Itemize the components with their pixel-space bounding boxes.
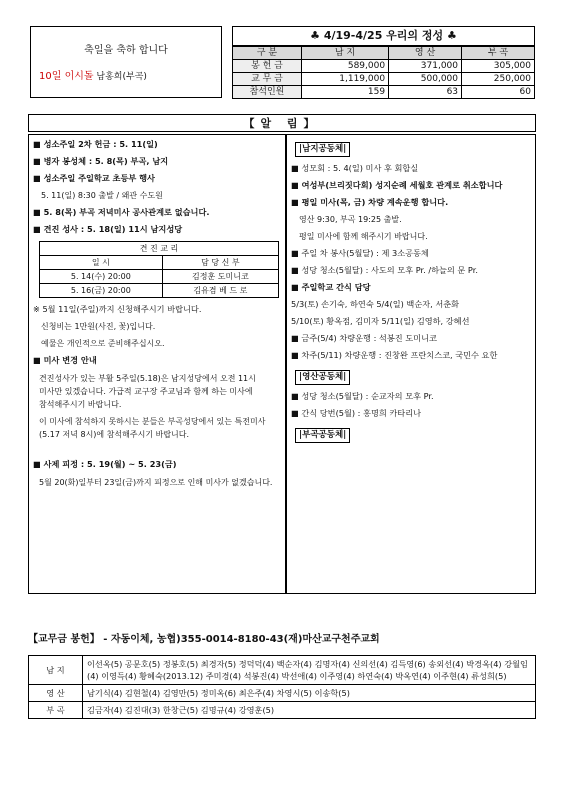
- notice-item: ■ 금주(5/4) 차량운행 : 석봉진 도미니코: [291, 333, 437, 343]
- donors-table: [28, 655, 536, 719]
- birthday-day: 10일 이시돌: [39, 71, 94, 82]
- table-row: [29, 685, 536, 702]
- notice-item: ■ 견진 성사 : 5. 18(일) 11시 남지성당: [33, 224, 183, 234]
- birthday-person: [39, 67, 147, 82]
- notice-item: ■ 병자 봉성체 : 5. 8(목) 부곡, 남지: [33, 156, 169, 166]
- offering-title: ♣ 4/19-4/25 우리의 정성 ♣: [232, 26, 535, 46]
- notice-item: ■ 성소주일 2차 헌금 : 5. 11(일): [33, 139, 158, 149]
- offering-label: 봉 헌 금: [233, 60, 302, 73]
- notice-item: ■ 주일 차 봉사(5월달) : 제 3소공동체: [291, 248, 429, 258]
- notice-item: ■ 간식 당번(5월) : 홍명희 카타리나: [291, 408, 422, 418]
- donor-place: 부 곡: [29, 702, 83, 719]
- offering-table: [232, 46, 535, 99]
- bank-transfer-info: 【교무금 봉헌】 - 자동이체, 농협)355-0014-8180-43(재)마산교구천주교회: [28, 634, 380, 645]
- notice-paragraph: 이 미사에 참석하지 못하시는 분들은 부곡성당에서 있는 특전미사 (5.17 저녁 8시)에 참석해주시기 바랍니다.: [39, 417, 266, 439]
- notice-item: ■ 사제 피정 : 5. 19(월) ~ 5. 23(금): [33, 459, 177, 469]
- offering-cell: 371,000: [389, 60, 462, 73]
- notice-item: ■ 차주(5/11) 차량운행 : 진창완 프란치스코, 국민수 요한: [291, 350, 498, 360]
- offering-cell: 250,000: [462, 73, 535, 86]
- community-heading: |부곡공동체|: [295, 428, 350, 443]
- notice-title: 【알 림】: [28, 114, 536, 132]
- notice-detail: 평일 미사에 함께 해주시기 바랍니다.: [299, 232, 428, 241]
- donor-names: 이선옥(5) 공문호(5) 정봉호(5) 최경자(5) 정덕덕(4) 백순자(4) 김명자(4) 신의선(4) 김득영(6) 송외선(4) 박경옥(4) 강월임(4) 이영득(4) 황혜숙(2013.12) 주미경(4) 석봉진(4) 박선애(4) 이주영(4) 하연숙(4) 박옥연(4) 이주현(4) 류성희(5): [83, 656, 536, 685]
- offering-header: 영 산: [389, 47, 462, 60]
- notice-detail: 5. 11(일) 8:30 출발 / 왜관 수도원: [41, 191, 163, 200]
- offering-cell: 60: [462, 86, 535, 99]
- community-heading: |남지공동체|: [295, 142, 350, 157]
- donor-place: 남 지: [29, 656, 83, 685]
- notice-item: ■ 성소주일 주일학교 초등부 행사: [33, 173, 155, 183]
- exam-cell: 5. 16(금) 20:00: [40, 284, 163, 298]
- community-heading: |영산공동체|: [295, 370, 350, 385]
- offering-label: 참석인원: [233, 86, 302, 99]
- notice-note: ※ 5월 11일(주일)까지 신청해주시기 바랍니다.: [33, 304, 202, 314]
- notice-item: ■ 성당 청소(5월달) : 순교자의 모후 Pr.: [291, 391, 434, 401]
- notice-title-text: 알 림: [260, 117, 304, 130]
- notice-item: ■ 성당 청소(5월달) : 사도의 모후 Pr. /하늘의 문 Pr.: [291, 265, 478, 275]
- notice-item: ■ 주일학교 간식 담당: [291, 282, 371, 292]
- notice-note: 신청비는 1만원(사진, 꽃)입니다.: [41, 322, 156, 331]
- exam-cell: 김정훈 도미니코: [162, 270, 278, 284]
- notice-item: ■ 5. 8(목) 부곡 저녁미사 공사관계로 없습니다.: [33, 207, 210, 217]
- donor-names: 김금자(4) 김진대(3) 한창근(5) 김명규(4) 강영훈(5): [83, 702, 536, 719]
- offering-box: [232, 26, 535, 99]
- exam-cell: 5. 14(수) 20:00: [40, 270, 163, 284]
- offering-header: 구 분: [233, 47, 302, 60]
- notice-right-column: [286, 134, 536, 594]
- confirmation-class-table: [39, 241, 279, 298]
- notice-item: ■ 성모회 : 5. 4(일) 미사 후 회합실: [291, 163, 419, 173]
- exam-cell: 김유겸 베 드 로: [162, 284, 278, 298]
- offering-cell: 63: [389, 86, 462, 99]
- exam-header: 일 시: [40, 256, 163, 270]
- birthday-box: [30, 26, 222, 98]
- notice-left-column: [28, 134, 286, 594]
- notice-paragraph: 5월 20(화)일부터 23일(금)까지 피정으로 인해 미사가 없겠습니다.: [39, 478, 273, 487]
- offering-cell: 589,000: [301, 60, 388, 73]
- notice-item: ■ 여성부(브리짓다회) 성지순례 세월호 관계로 취소합니다: [291, 180, 503, 190]
- donor-place: 영 산: [29, 685, 83, 702]
- birthday-name: 남홍희(부곡): [96, 72, 147, 82]
- birthday-title: 축일을 축하 합니다: [84, 45, 168, 56]
- donor-names: 남기식(4) 김현철(4) 김영만(5) 정미옥(6) 최은주(4) 차영시(5) 이송학(5): [83, 685, 536, 702]
- notice-note: 예물은 개인적으로 준비해주십시오.: [41, 339, 165, 348]
- offering-cell: 500,000: [389, 73, 462, 86]
- exam-title: 견 진 교 리: [40, 242, 279, 256]
- offering-header: 남 지: [301, 47, 388, 60]
- notice-detail: 5/10(토) 황옥점, 김미자 5/11(일) 김영하, 강혜선: [291, 316, 470, 326]
- notice-detail: 영산 9:30, 부곡 19:25 출발.: [299, 215, 402, 224]
- notice-paragraph: 견진성사가 있는 부활 5주일(5.18)은 남지성당에서 오전 11시 미사만 있겠습니다. 가급적 교구장 주교님과 함께 하는 미사에 참석해주시기 바랍니다.: [39, 374, 256, 409]
- table-row: [29, 656, 536, 685]
- offering-cell: 305,000: [462, 60, 535, 73]
- offering-header: 부 곡: [462, 47, 535, 60]
- offering-cell: 1,119,000: [301, 73, 388, 86]
- notice-item: ■ 미사 변경 안내: [33, 355, 97, 365]
- offering-label: 교 무 금: [233, 73, 302, 86]
- notice-item: ■ 평일 미사(목, 금) 차량 계속운행 합니다.: [291, 197, 449, 207]
- offering-cell: 159: [301, 86, 388, 99]
- notice-detail: 5/3(토) 손기숙, 하연숙 5/4(일) 백순자, 서춘화: [291, 299, 460, 309]
- exam-header: 담 당 신 부: [162, 256, 278, 270]
- table-row: [29, 702, 536, 719]
